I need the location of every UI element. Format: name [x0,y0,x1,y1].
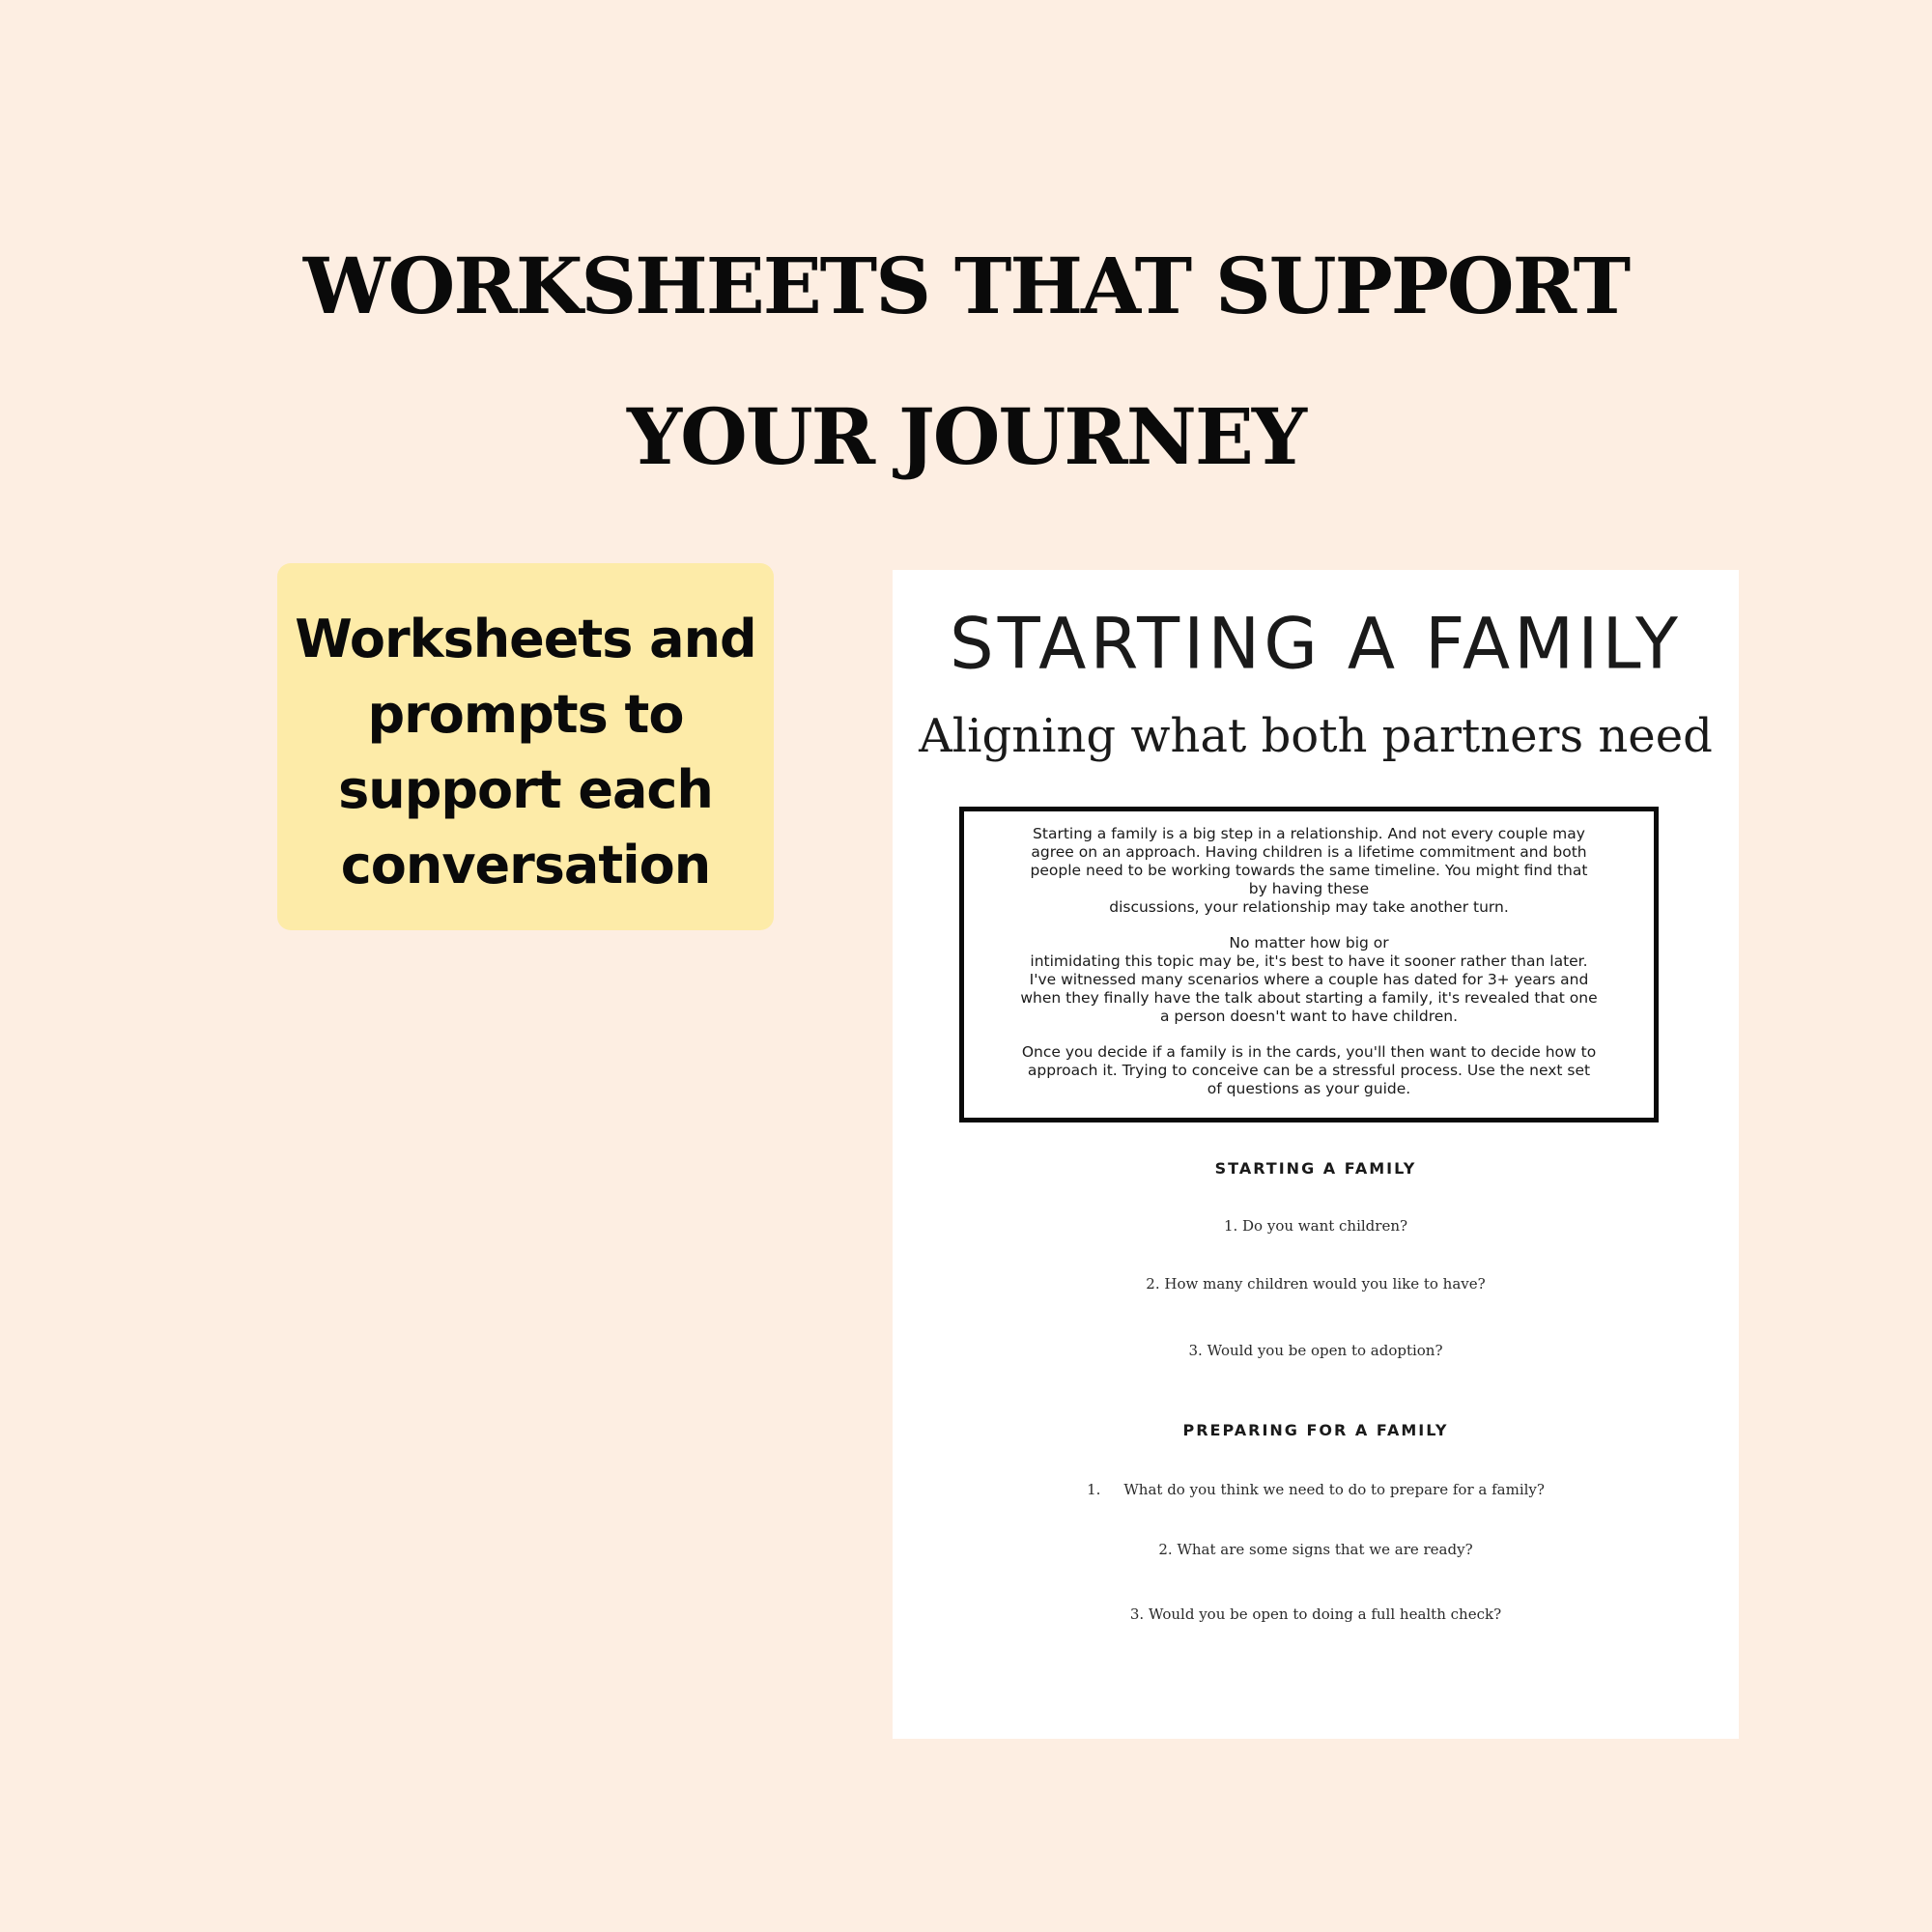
callout-line: conversation [340,835,711,895]
intro-paragraph-2 [985,934,1633,1026]
intro-line: Starting a family is a big step in a relationship. And not every couple may [1033,825,1585,842]
intro-line: discussions, your relationship may take another turn. [1109,898,1509,916]
intro-line: Once you decide if a family is in the cards, you'll then want to decide how to [1021,1043,1597,1061]
worksheet-subtitle: Aligning what both partners need [919,709,1713,763]
question-text: What do you think we need to do to prepare for a family? [1123,1481,1545,1498]
callout-line: support each [338,759,713,820]
worksheet-title: STARTING A FAMILY [950,602,1682,685]
question-item: 3. Would you be open to doing a full health check? [1129,1605,1502,1623]
intro-line: I've witnessed many scenarios where a couple has dated for 3+ years and [1029,971,1589,988]
intro-line: by having these [1248,880,1370,897]
question-number: 1. [1087,1481,1101,1498]
intro-line: agree on an approach. Having children is a lifetime commitment and both [1031,843,1587,861]
question-item: 2. How many children would you like to have? [1146,1275,1486,1293]
callout-line: Worksheets and [295,609,756,669]
intro-line: approach it. Trying to conceive can be a stressful process. Use the next set [1027,1062,1591,1079]
question-item: 3. Would you be open to adoption? [1188,1342,1443,1359]
intro-line: people need to be working towards the same timeline. You might find that [1030,862,1588,879]
intro-line: intimidating this topic may be, it's best to have it sooner rather than later. [1030,952,1588,970]
section-heading-preparing: PREPARING FOR A FAMILY [1182,1421,1449,1439]
intro-paragraph-3 [985,1043,1633,1098]
intro-line: No matter how big or [1229,934,1389,952]
question-item: 1. Do you want children? [1223,1217,1408,1235]
question-item: 2. What are some signs that we are ready? [1158,1541,1473,1558]
callout-line: prompts to [367,684,684,745]
intro-box [959,807,1659,1122]
intro-paragraph-1 [985,825,1633,917]
question-item [893,1483,1739,1497]
intro-line: a person doesn't want to have children. [1159,1008,1459,1025]
intro-line: of questions as your guide. [1207,1080,1411,1097]
worksheet-preview [893,570,1739,1739]
headline-line-1: WORKSHEETS THAT SUPPORT [302,241,1630,331]
headline-line-2: YOUR JOURNEY [627,391,1305,482]
intro-line: when they finally have the talk about starting a family, it's revealed that one [1020,989,1598,1007]
feature-callout [277,563,774,930]
section-heading-starting: STARTING A FAMILY [1214,1159,1417,1178]
